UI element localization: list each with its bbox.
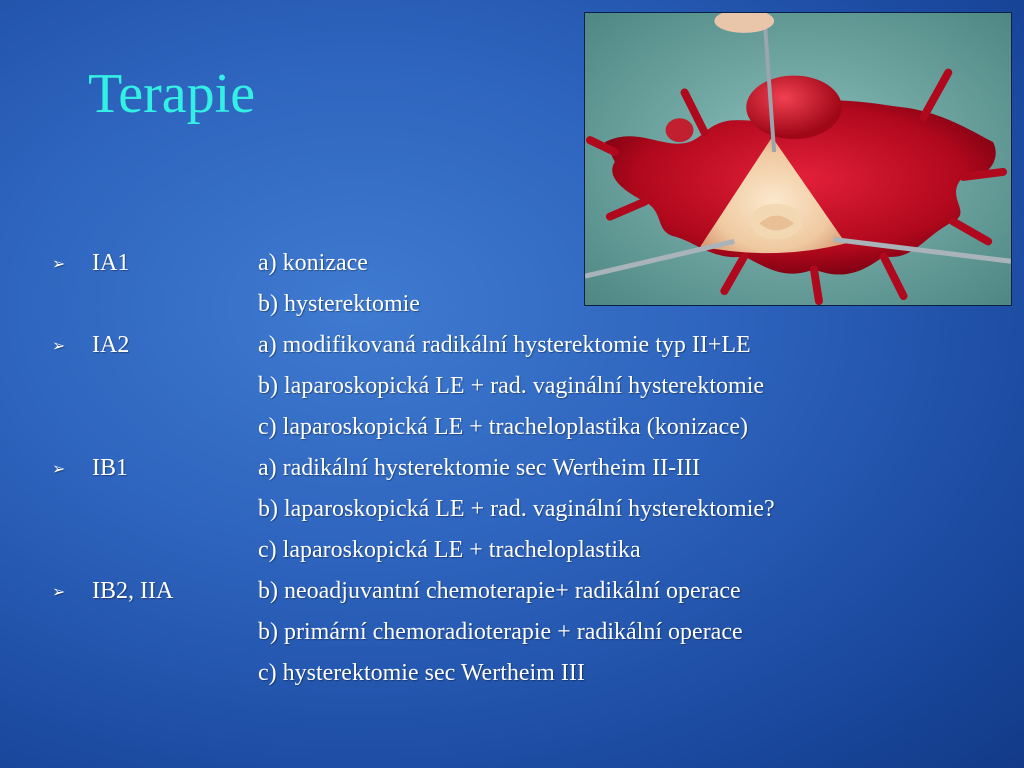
therapy-list xyxy=(0,243,1024,694)
therapy-option: b) hysterektomie xyxy=(258,291,420,317)
therapy-option: b) laparoskopická LE + rad. vaginální hysterektomie? xyxy=(258,496,775,522)
therapy-option: b) laparoskopická LE + rad. vaginální hysterektomie xyxy=(258,373,765,399)
arrow-bullet-icon: ➢ xyxy=(52,336,66,355)
list-item-ib1 xyxy=(0,448,1024,489)
stage-label: IA2 xyxy=(92,332,130,358)
therapy-option: c) hysterektomie sec Wertheim III xyxy=(258,660,585,686)
arrow-bullet-icon: ➢ xyxy=(52,459,66,478)
stage-label: IA1 xyxy=(92,250,130,276)
list-item-continuation xyxy=(0,489,1024,530)
therapy-option: b) primární chemoradioterapie + radikální operace xyxy=(258,619,743,645)
arrow-bullet-icon: ➢ xyxy=(52,254,66,273)
therapy-option: b) neoadjuvantní chemoterapie+ radikální operace xyxy=(258,578,741,604)
slide-title: Terapie xyxy=(88,63,256,125)
list-item-ib2-iia xyxy=(0,571,1024,612)
therapy-option: c) laparoskopická LE + tracheloplastika xyxy=(258,537,641,563)
list-item-continuation xyxy=(0,407,1024,448)
list-item-continuation xyxy=(0,284,1024,325)
list-item-continuation xyxy=(0,653,1024,694)
arrow-bullet-icon: ➢ xyxy=(52,582,66,601)
list-item-ia1 xyxy=(0,243,1024,284)
list-item-continuation xyxy=(0,366,1024,407)
list-item-continuation xyxy=(0,530,1024,571)
therapy-option: c) laparoskopická LE + tracheloplastika (konizace) xyxy=(258,414,748,440)
list-item-continuation xyxy=(0,612,1024,653)
therapy-option: a) modifikovaná radikální hysterektomie typ II+LE xyxy=(258,332,751,358)
list-item-ia2 xyxy=(0,325,1024,366)
therapy-option: a) radikální hysterektomie sec Wertheim II-III xyxy=(258,455,701,481)
stage-label: IB2, IIA xyxy=(92,578,174,604)
therapy-option: a) konizace xyxy=(258,250,368,276)
stage-label: IB1 xyxy=(92,455,128,481)
